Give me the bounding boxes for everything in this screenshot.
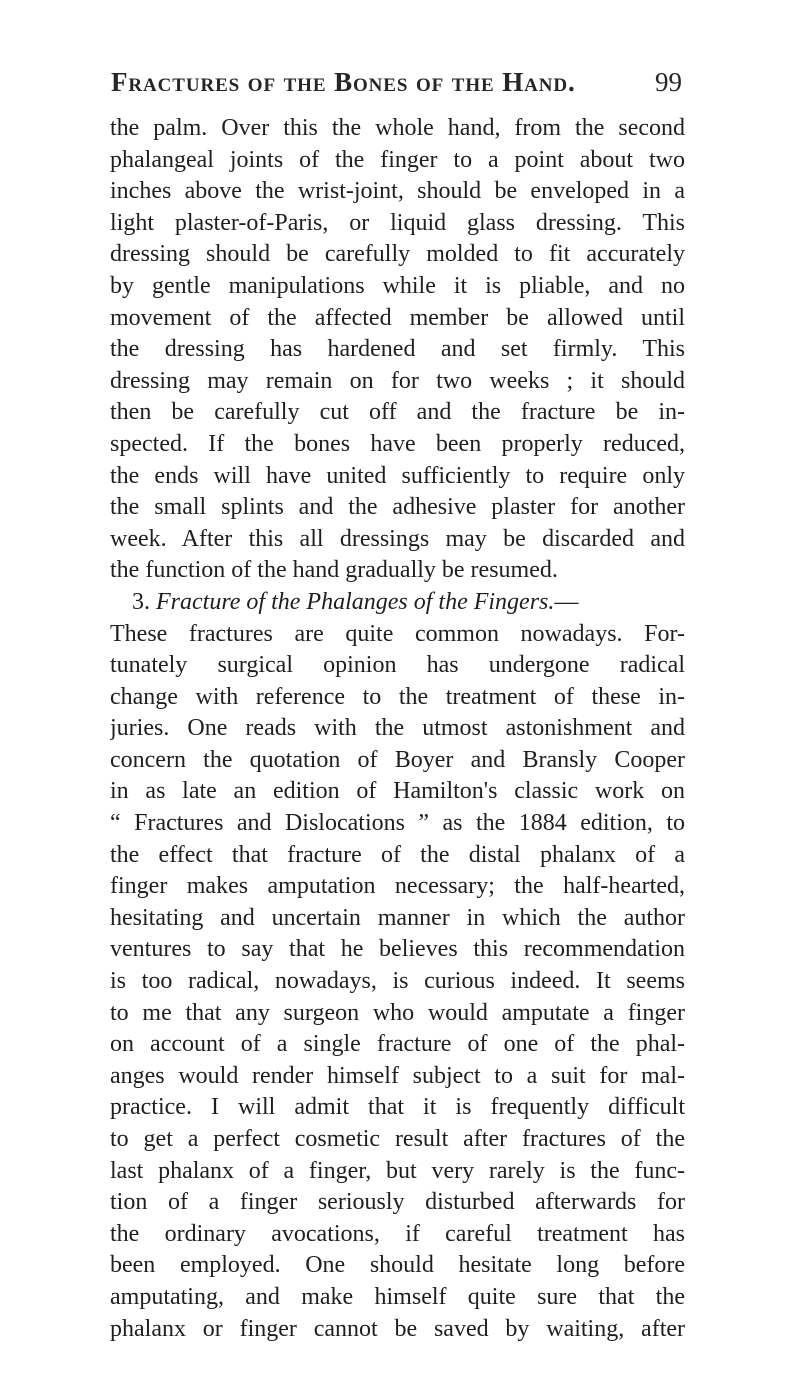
text-line: phalanx or finger cannot be saved by waiting, after [110, 1315, 685, 1342]
text-line: ventures to say that he believes this recommendation [110, 936, 685, 963]
text-line: last phalanx of a finger, but very rarely is the func- [110, 1157, 685, 1184]
text-line: the effect that fracture of the distal phalanx of a [110, 841, 685, 868]
text-line: the ordinary avocations, if careful treatment has [110, 1220, 685, 1247]
text-line: dressing may remain on for two weeks ; it should [110, 367, 685, 394]
page-number: 99 [655, 67, 682, 97]
text-line: inches above the wrist-joint, should be enveloped in a [110, 178, 685, 205]
text-line: in as late an edition of Hamilton's classic work on [110, 778, 685, 805]
text-line: the dressing has hardened and set firmly. This [110, 336, 685, 363]
text-line: tion of a finger seriously disturbed afterwards for [110, 1189, 685, 1216]
text-line: to get a perfect cosmetic result after fractures of the [110, 1126, 685, 1152]
text-line: been employed. One should hesitate long before [110, 1252, 685, 1279]
text-line: “ Fractures and Dislocations ” as the 1884 edition, to [110, 810, 685, 837]
text-line: light plaster-of-Paris, or liquid glass dressing. This [110, 209, 685, 236]
text-line: tunately surgical opinion has undergone radical [110, 652, 685, 679]
text-line: hesitating and uncertain manner in which the author [110, 904, 685, 931]
text-line: then be carefully cut off and the fracture be in- [110, 399, 685, 426]
text-line: to me that any surgeon who would amputate a finger [110, 999, 685, 1026]
text-line: amputating, and make himself quite sure that the [110, 1283, 685, 1310]
text-line: These fractures are quite common nowadays. For- [110, 620, 685, 647]
section-heading-line [110, 587, 685, 619]
running-head-title: Fractures of the Bones of the Hand. [111, 67, 576, 97]
text-line: the small splints and the adhesive plaster for another [110, 494, 685, 521]
section-heading: Fracture of the Phalanges of the Fingers. [156, 588, 555, 615]
text-line: the ends will have united sufficiently to require only [110, 462, 685, 489]
text-line: concern the quotation of Boyer and Bransly Cooper [110, 746, 685, 773]
text-line: practice. I will admit that it is frequently difficult [110, 1094, 685, 1121]
text-line: spected. If the bones have been properly reduced, [110, 430, 685, 457]
body-text [110, 113, 685, 1345]
text-line: the function of the hand gradually be resumed. [110, 557, 558, 584]
text-line: on account of a single fracture of one of the phal- [110, 1031, 685, 1058]
text-line: week. After this all dressings may be discarded and [110, 525, 685, 552]
section-number: 3. [132, 588, 150, 615]
text-line: is too radical, nowadays, is curious indeed. It seems [110, 968, 685, 995]
text-line: phalangeal joints of the finger to a point about two [110, 146, 685, 173]
running-head [111, 67, 682, 105]
text-line: juries. One reads with the utmost astonishment and [110, 715, 685, 742]
text-line: anges would render himself subject to a suit for mal- [110, 1062, 685, 1089]
text-line: finger makes amputation necessary; the half-hearted, [110, 873, 685, 900]
text-line: the palm. Over this the whole hand, from the second [110, 115, 685, 141]
text-line: by gentle manipulations while it is pliable, and no [110, 272, 685, 299]
text-line: movement of the affected member be allowed until [110, 304, 685, 331]
section-heading-dash: — [554, 588, 579, 615]
text-line: dressing should be carefully molded to fit accurately [110, 241, 685, 268]
text-line: change with reference to the treatment of these in- [110, 683, 685, 710]
